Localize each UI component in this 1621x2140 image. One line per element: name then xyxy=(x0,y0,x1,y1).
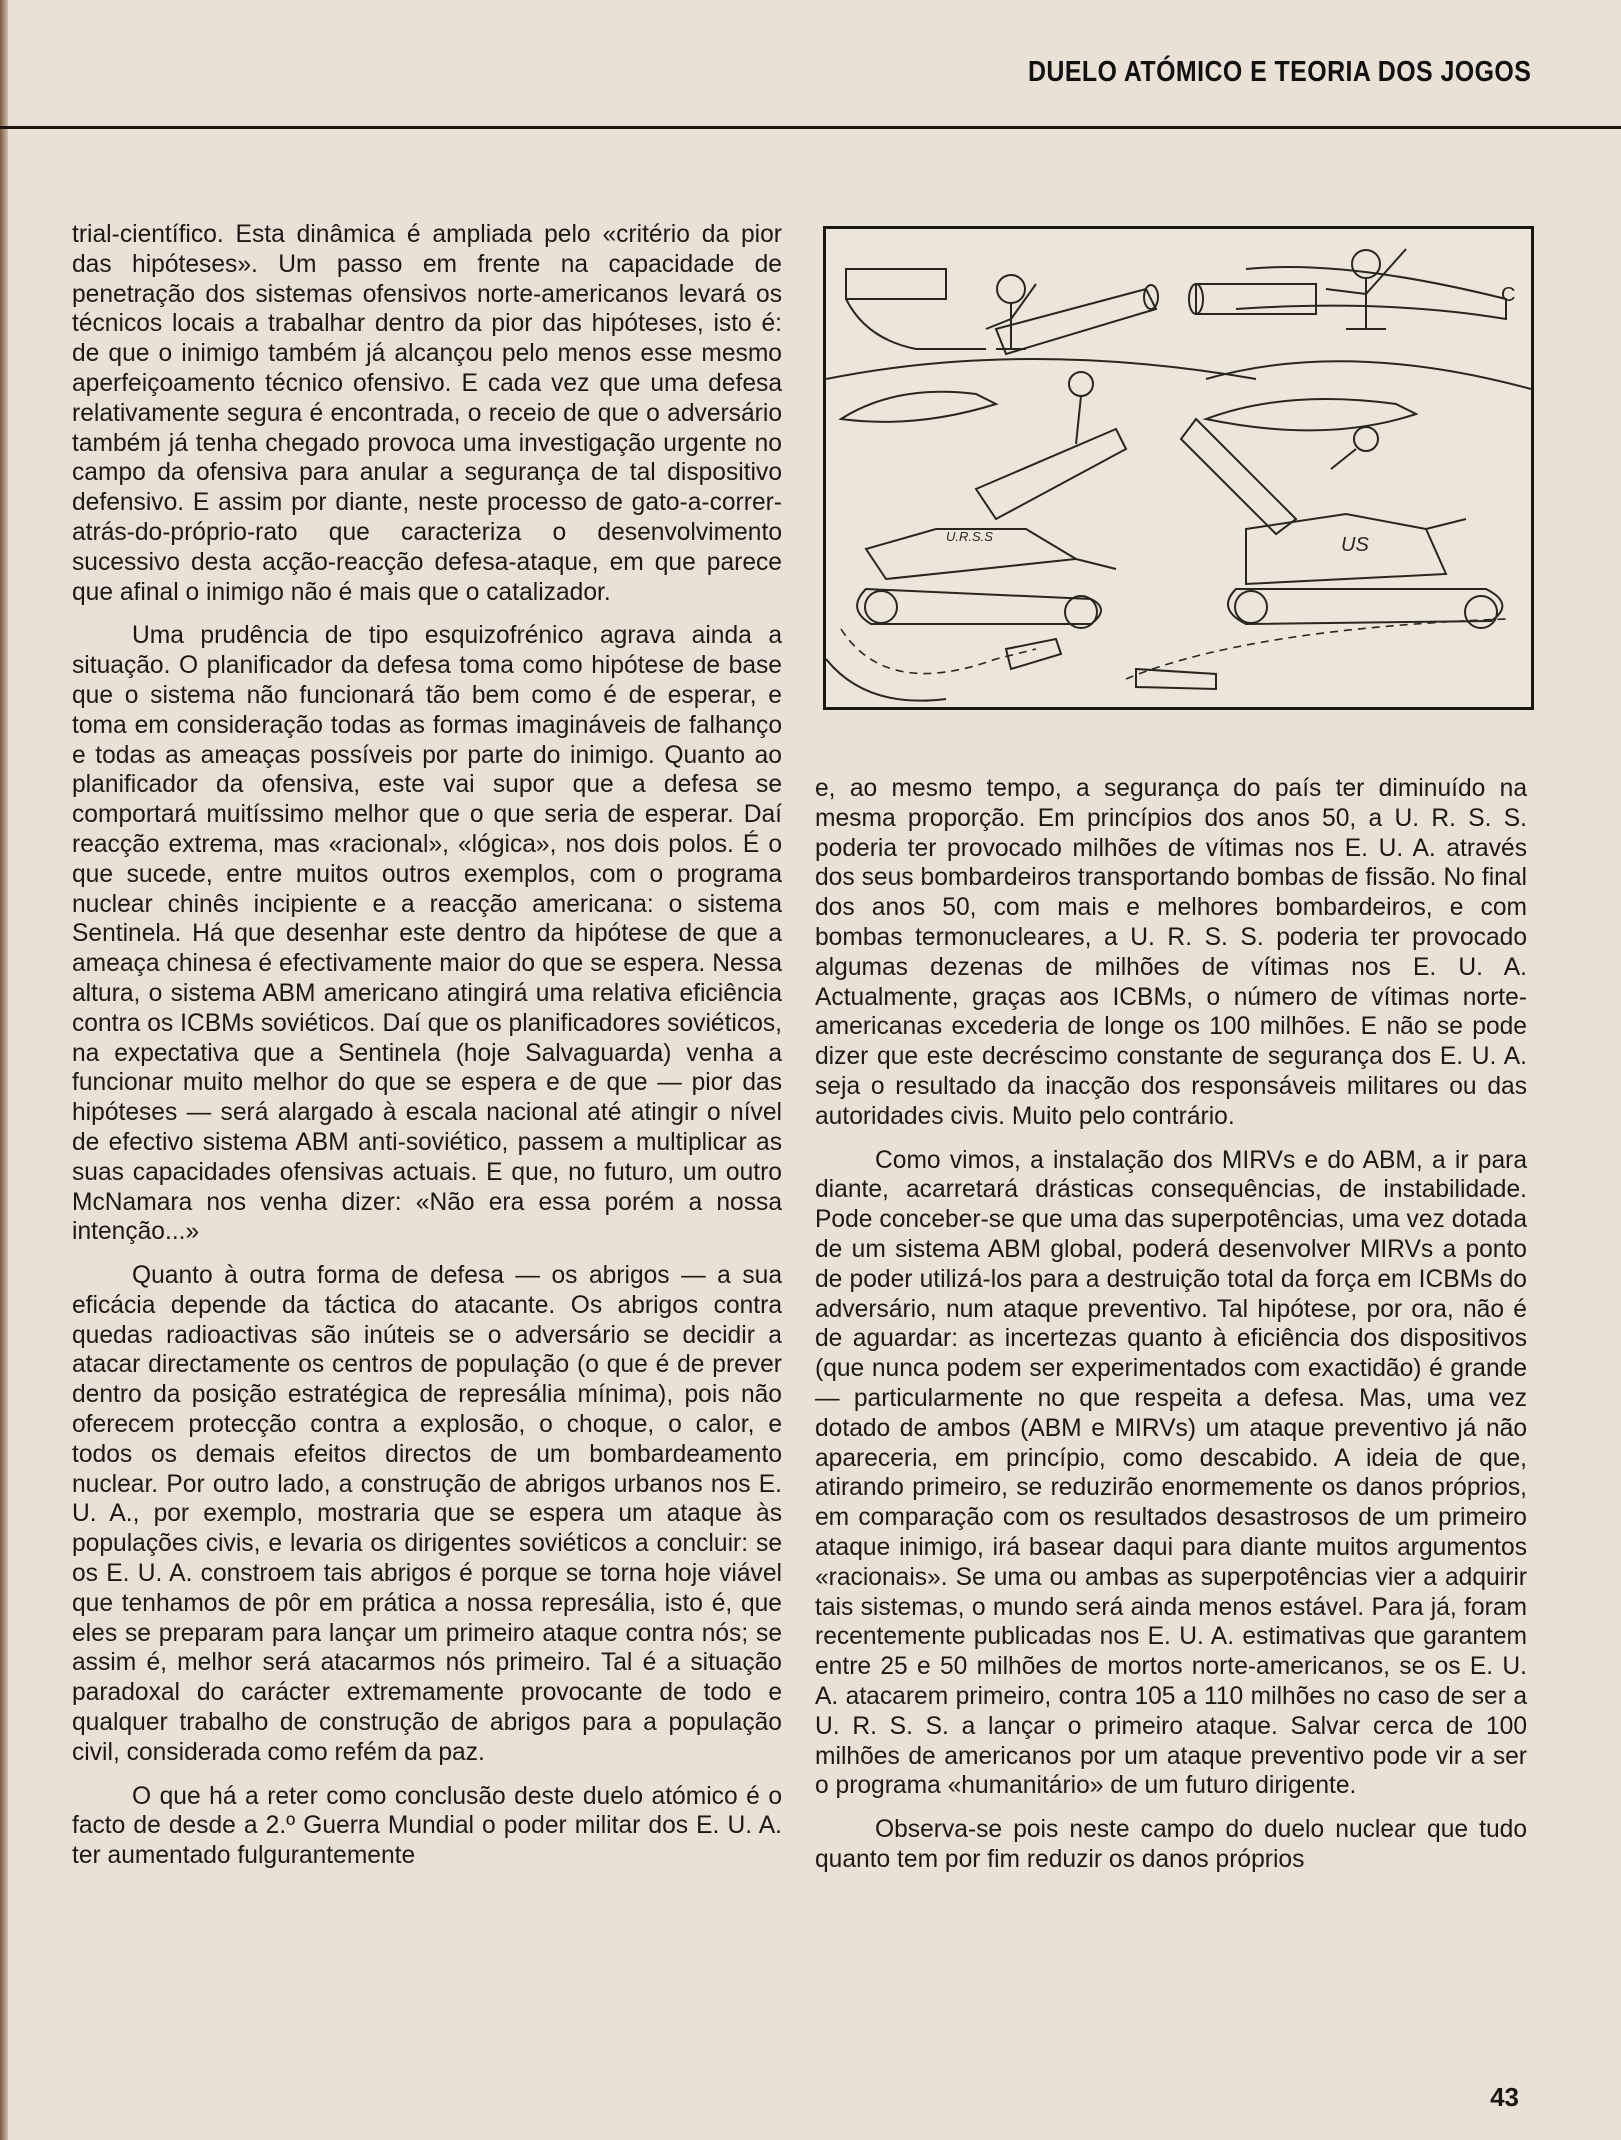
left-figure-body xyxy=(986,284,1036,349)
us-tank-tread xyxy=(1228,589,1502,624)
right-missile xyxy=(1206,399,1416,430)
right-cannon xyxy=(1196,284,1316,314)
left-figure-head xyxy=(997,275,1025,303)
right-globe xyxy=(1354,427,1378,451)
page-edge xyxy=(0,0,8,2140)
label-us: US xyxy=(1341,534,1369,556)
header-rule xyxy=(0,126,1621,129)
left-globe xyxy=(1069,372,1093,396)
right-shell xyxy=(1136,669,1216,689)
right-paragraph-1: e, ao mesmo tempo, a segurança do país ter diminuído na mesma proporção. Em princípios dos anos 50, a U. R. S. S. poderia ter provocado milhões de vítimas nos E. U. A. através dos seus bombardeiros transportando bombas de fissão. No final dos anos 50, com mais e melhores bombardeiros, e com bombas termonucleares, a U. R. S. S. poderia ter provocado algumas dezenas de milhões de vítimas nos E. U. A. Actualmente, graças aos ICBMs, o número de vítimas norte-americanas excederia de longe os 100 milhões. E não se pode dizer que este decréscimo constante de segurança dos E. U. A. seja o resultado da inacção dos responsáveis militares ou das autoridades civis. Muito pelo contrário. xyxy=(815,775,1527,1130)
ussr-tank-tread xyxy=(857,589,1101,624)
left-missile xyxy=(841,392,996,422)
left-launcher-missile xyxy=(976,429,1126,519)
left-ship xyxy=(846,269,986,349)
right-shell-trail xyxy=(1126,619,1506,679)
left-paragraph-2: Uma prudência de tipo esquizofrénico agrava ainda a situação. O planificador da defesa toma como hipótese de base que o sistema não funcionará tão bem como é de esperar, e toma em consideração todas as formas imagináveis de falhanço e todas as ameaças possíveis por parte do inimigo. Quanto ao planificador da ofensiva, este vai supor que a defesa se comportará muitíssimo melhor que o que seria de esperar. Daí reacção extrema, mas «racional», «lógica», nos dois polos. É o que sucede, entre muitos outros exemplos, com o programa nuclear chinês incipiente e a reacção americana: o sistema Sentinela. Há que desenhar este dentro da hipótese de que a ameaça chinesa é efectivamente maior do que se espera. Nessa altura, o sistema ABM americano atingirá uma relativa eficiência contra os ICBMs soviéticos. Daí que os planificadores soviéticos, na expectativa que a Sentinela (hoje Salvaguarda) venha a funcionar muito melhor do que se espera e de que — pior das hipóteses — será alargado à escala nacional até atingir o nível de efectivo sistema ABM anti-soviético, passem a multiplicar as suas capacidades ofensivas actuais. E que, no futuro, um outro McNamara nos venha dizer: «Não era essa porém a nossa intenção...» xyxy=(72,622,782,1246)
cartoon-drawing xyxy=(826,229,1531,707)
right-paragraph-3: Observa-se pois neste campo do duelo nuclear que tudo quanto tem por fim reduzir os danos próprios xyxy=(815,1816,1527,1873)
right-figure-head xyxy=(1352,250,1380,278)
label-corner: C xyxy=(1501,284,1516,306)
left-paragraph-3: Quanto à outra forma de defesa — os abrigos — a sua eficácia depende da táctica do atacante. Os abrigos contra quedas radioactivas são inúteis se o adversário se decidir a atacar directamente os centros de população (o que é de prever dentro da posição estratégica de represália mínima), pois não oferecem protecção contra a explosão, o choque, o calor, e todos os demais efeitos directos de um bombardeamento nuclear. Por outro lado, a construção de abrigos urbanos nos E. U. A., por exemplo, mostraria que se espera um ataque às populações civis, e levaria os dirigentes soviéticos a concluir: se os E. U. A. constroem tais abrigos é porque se torna hoje viável que tenhamos de pôr em prática a nossa represália, isto é, que eles se preparam para lançar um primeiro ataque contra nós; se assim é, melhor será atacarmos nós primeiro. Tal é a situação paradoxal do carácter extremamente provocante de todo e qualquer trabalho de construção de abrigos para a população civil, considerada como refém da paz. xyxy=(72,1262,782,1766)
page-number: 43 xyxy=(1490,2082,1519,2112)
left-column xyxy=(72,220,782,1871)
left-paragraph-1: trial-científico. Esta dinâmica é ampliada pelo «critério da pior das hipóteses». Um passo em frente na capacidade de penetração dos sistemas ofensivos norte-americanos levará os técnicos locais a trabalhar dentro da pior das hipóteses, isto é: de que o inimigo também já alcançou pelo menos esse mesmo aperfeiçoamento técnico ofensivo. E cada vez que uma defesa relativamente segura é encontrada, o receio de que o adversário também já tenha chegado provoca uma investigação urgente no campo da ofensiva para anular a segurança de tal dispositivo defensivo. E assim por diante, neste processo de gato-a-correr-atrás-do-próprio-rato que caracteriza o desenvolvimento sucessivo desta acção-reacção defesa-ataque, em que parece que afinal o inimigo não é mais que o catalizador. xyxy=(72,221,782,606)
right-ship xyxy=(1236,267,1506,319)
right-launcher-missile xyxy=(1181,419,1296,534)
right-figure-body xyxy=(1326,249,1406,329)
left-shell xyxy=(1006,639,1061,669)
label-urss: U.R.S.S xyxy=(946,529,993,544)
running-title: DUELO ATÓMICO E TEORIA DOS JOGOS xyxy=(1027,56,1531,88)
left-paragraph-4: O que há a reter como conclusão deste duelo atómico é o facto de desde a 2.º Guerra Mundial o poder militar dos E. U. A. ter aumentado fulgurantemente xyxy=(72,1782,782,1870)
right-column xyxy=(815,774,1527,1875)
right-paragraph-2: Como vimos, a instalação dos MIRVs e do ABM, a ir para diante, acarretará drásticas consequências, de instabilidade. Pode conceber-se que uma das superpotências, uma vez dotada de um sistema ABM global, poderá desenvolver MIRVs a ponto de poder utilizá-los para a destruição total da força em ICBMs do adversário, num ataque preventivo. Tal hipótese, por ora, não é de aguardar: as incertezas quanto à eficiência dos dispositivos (que nunca podem ser experimentados com exactidão) é grande — particularmente no que respeita a defesa. Mas, uma vez dotado de ambos (ABM e MIRVs) um ataque preventivo já não apareceria, em princípio, como descabido. A ideia de que, atirando primeiro, se reduzirão enormemente os danos próprios, em comparação com os resultados desastrosos de um primeiro ataque inimigo, irá basear daqui para diante muitos argumentos «racionais». Se uma ou ambas as superpotências vier a adquirir tais sistemas, o mundo será ainda menos estável. Para já, foram recentemente publicadas nos E. U. A. estimativas que garantem entre 25 e 50 milhões de mortos norte-americanos, se os E. U. A. atacarem primeiro, contra 105 a 110 milhões no caso de ser a U. R. S. S. a lançar o primeiro ataque. Salvar cerca de 100 milhões de americanos por um ataque preventivo pode vir a ser o programa «humanitário» de um futuro dirigente. xyxy=(815,1146,1527,1800)
cartoon-illustration xyxy=(823,226,1534,710)
